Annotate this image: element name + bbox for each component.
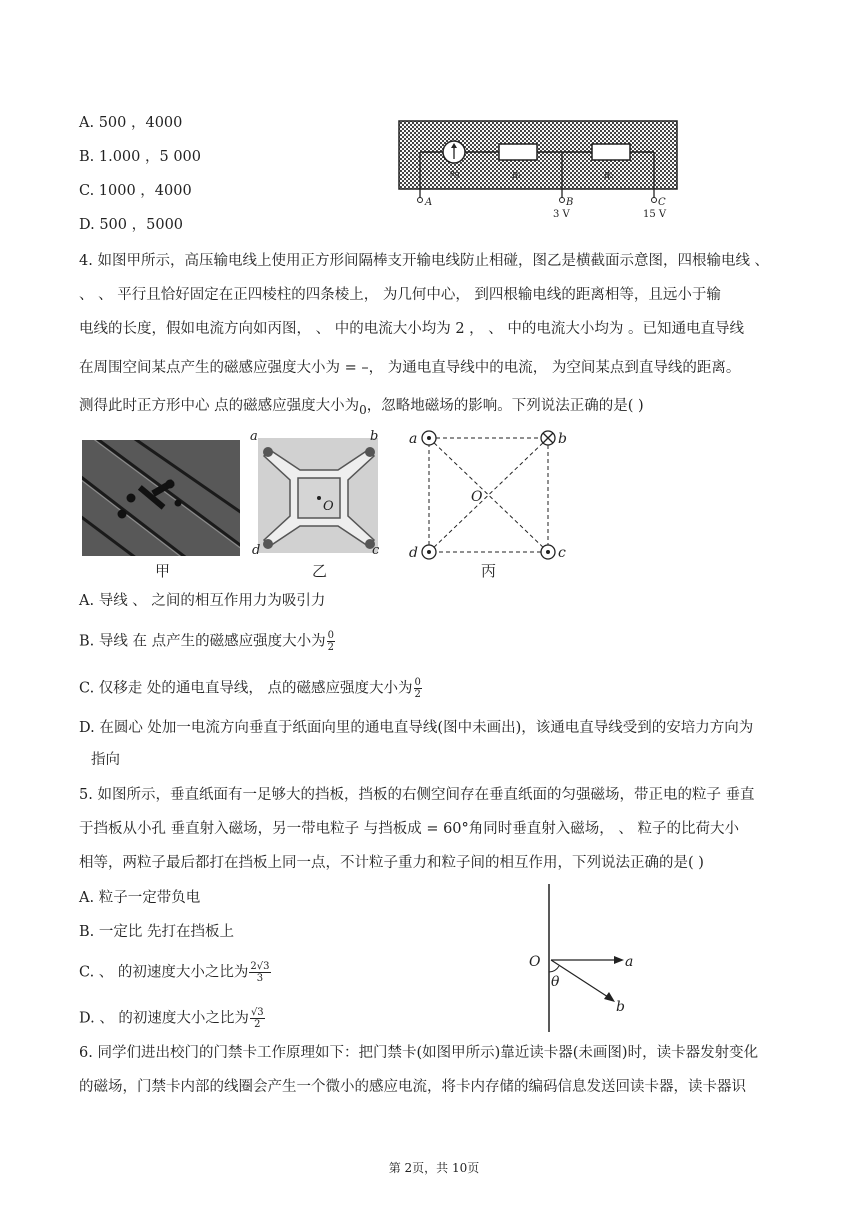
bing-label-b: b <box>558 431 567 447</box>
page-footer: 第 2页，共 10页 <box>388 1161 480 1175</box>
caption-bing: 丙 <box>481 562 497 580</box>
terminal-b-label: B <box>566 197 574 208</box>
q4-option-c-text: C. 仅移走 处的通电直导线， 点的磁感应强度大小为 <box>79 680 413 697</box>
r2-label: R₂ <box>604 171 614 180</box>
q3-option-b: B. 1.000 ，5 000 <box>79 149 202 165</box>
q5-label-a: a <box>625 954 634 970</box>
q4-option-b <box>79 630 335 653</box>
q5-label-b: b <box>616 999 625 1015</box>
figure-yi-photo <box>250 428 390 558</box>
q5-option-c-text: C. 、 的初速度大小之比为 <box>79 964 249 981</box>
q5-line-3: 相等，两粒子最后都打在挡板上同一点，不计粒子重力和粒子间的相互作用，下列说法正确的是( ) <box>79 855 704 871</box>
fraction-numerator: 0 <box>414 677 421 688</box>
q4-line-1: 4. 如图甲所示，高压输电线上使用正方形间隔棒支开输电线防止相碰，图乙是横截面示意图，四根输电线 、 <box>79 253 770 269</box>
resistor-r2 <box>592 144 630 160</box>
yi-label-a: a <box>250 429 258 444</box>
q4-option-c-fraction <box>414 677 422 700</box>
q3-option-c: C. 1000 ，4000 <box>79 183 192 199</box>
arrow-a-icon <box>614 956 624 964</box>
fraction-denominator: 2 <box>254 1019 261 1030</box>
q4-line-3: 电线的长度，假如电流方向如丙图， 、 中的电流大小均为 2 ， 、 中的电流大小均为 。已知通电直导线 <box>79 321 744 337</box>
q5-option-c-fraction <box>249 961 270 984</box>
q4-option-d-line-2: 指向 <box>91 752 120 768</box>
yi-label-o: O <box>323 499 334 514</box>
meter-label: Rg <box>450 170 460 178</box>
caption-yi: 乙 <box>312 562 328 580</box>
bing-label-a: a <box>409 431 418 447</box>
q4-option-d-line-1: D. 在圆心 处加一电流方向垂直于纸面向里的通电直导线(图中未画出)，该通电直导线受到的安培力方向为 <box>79 720 754 736</box>
q5-label-theta: θ <box>551 974 560 990</box>
yi-label-b: b <box>370 429 379 444</box>
q3-option-d: D. 500 ，5000 <box>79 217 184 233</box>
q5-option-d-text: D. 、 的初速度大小之比为 <box>79 1010 249 1027</box>
voltage-15v: 15 V <box>643 209 667 220</box>
figure-bing-diagram <box>405 426 575 562</box>
fraction-denominator: 2 <box>414 689 421 700</box>
bing-label-d: d <box>409 545 418 561</box>
q5-option-c <box>79 961 271 984</box>
bing-label-c: c <box>558 545 566 561</box>
q4-line-5a: 测得此时正方形中心 点的磁感应强度大小为 <box>79 398 360 414</box>
caption-jia: 甲 <box>155 562 171 580</box>
bing-label-o: O <box>471 489 483 505</box>
q4-option-b-text: B. 导线 在 点产生的磁感应强度大小为 <box>79 633 326 650</box>
q5-option-a: A. 粒子一定带负电 <box>79 890 201 906</box>
terminal-a-label: A <box>425 197 433 208</box>
q4-line-5b: ，忽略地磁场的影响。下列说法正确的是( ) <box>366 398 644 414</box>
fraction-numerator: 0 <box>327 630 334 641</box>
q4-line-5-subscript: 0 <box>359 402 367 417</box>
q4-option-a: A. 导线 、 之间的相互作用力为吸引力 <box>79 593 326 609</box>
q3-circuit-figure <box>396 118 686 222</box>
terminal-c-label: C <box>658 197 666 208</box>
fraction-denominator: 3 <box>256 973 264 984</box>
q6-line-1: 6. 同学们进出校门的门禁卡工作原理如下：把门禁卡(如图甲所示)靠近读卡器(未画图)时，读卡器发射变化 <box>79 1045 759 1061</box>
q5-option-b: B. 一定比 先打在挡板上 <box>79 924 234 940</box>
q4-option-c <box>79 677 422 700</box>
voltage-3v: 3 V <box>553 209 570 220</box>
fraction-numerator: 2√3 <box>250 961 270 972</box>
yi-label-d: d <box>252 543 261 558</box>
q4-line-4: 在周围空间某点产生的磁感应强度大小为 = –， 为通电直导线中的电流， 为空间某点到直导线的距离。 <box>79 360 741 376</box>
arrow-b-icon <box>604 992 615 1002</box>
dotted-background <box>399 121 677 189</box>
q4-line-5 <box>79 396 644 420</box>
figure-jia-photo <box>82 440 240 556</box>
q5-option-d-fraction <box>250 1007 265 1030</box>
q5-line-1: 5. 如图所示，垂直纸面有一足够大的挡板，挡板的右侧空间存在垂直纸面的匀强磁场，带正电的粒子 垂直 <box>79 787 755 803</box>
q4-line-2: 、 、 平行且恰好固定在正四棱柱的四条棱上， 为几何中心， 到四根输电线的距离相等，且远小于输 <box>79 287 721 303</box>
q5-figure <box>520 880 650 1034</box>
q5-option-d <box>79 1007 265 1030</box>
r1-label: R₁ <box>512 171 522 180</box>
resistor-r1 <box>499 144 537 160</box>
fraction-numerator: √3 <box>250 1007 264 1018</box>
q6-line-2: 的磁场，门禁卡内部的线圈会产生一个微小的感应电流，将卡内存储的编码信息发送回读卡器，读卡器识 <box>79 1079 746 1095</box>
q5-line-2: 于挡板从小孔 垂直射入磁场，另一带电粒子 与挡板成 = 60°角同时垂直射入磁场， 、 粒子的比荷大小 <box>79 821 740 837</box>
yi-label-c: c <box>372 543 380 558</box>
fraction-denominator: 2 <box>327 642 334 653</box>
q4-option-b-fraction <box>327 630 335 653</box>
q3-option-a: A. 500 ，4000 <box>79 115 183 131</box>
q5-label-o: O <box>529 954 541 970</box>
